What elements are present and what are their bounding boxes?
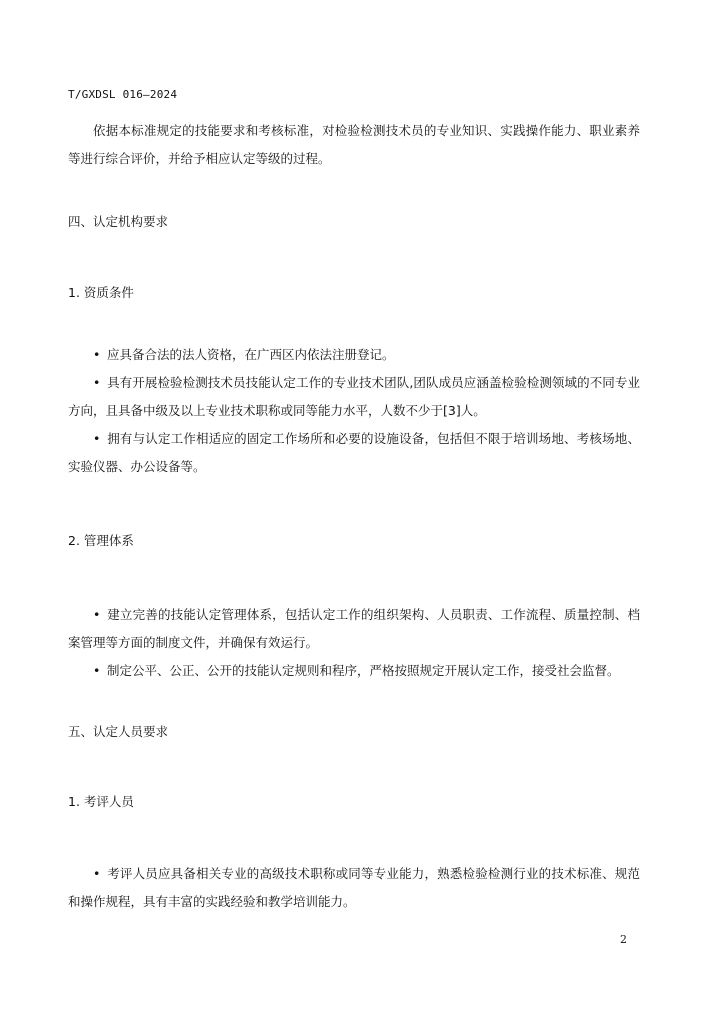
- list-item: [68, 341, 640, 369]
- section-5-1-heading: 1. 考评人员: [68, 794, 134, 809]
- list-item-text: 制定公平、公正、公开的技能认定规则和程序，严格按照规定开展认定工作，接受社会监督。: [107, 663, 620, 678]
- bullet-icon: •: [93, 866, 101, 881]
- list-item: [68, 369, 640, 425]
- bullet-icon: •: [93, 607, 101, 622]
- section-4-1-heading: 1. 资质条件: [68, 285, 134, 300]
- list-item: [68, 657, 640, 685]
- section-4-2-heading: 2. 管理体系: [68, 533, 134, 548]
- section-4-heading: 四、认定机构要求: [68, 214, 169, 229]
- bullet-icon: •: [93, 347, 101, 362]
- section-5-heading: 五、认定人员要求: [68, 724, 169, 739]
- bullet-icon: •: [93, 431, 101, 446]
- bullet-icon: •: [93, 375, 101, 390]
- list-item: [68, 601, 640, 657]
- list-item-text: 考评人员应具备相关专业的高级技术职称或同等专业能力，熟悉检验检测行业的技术标准、规范和操作规程，具有丰富的实践经验和教学培训能力。: [68, 866, 640, 909]
- list-item-text: 应具备合法的法人资格，在广西区内依法注册登记。: [107, 347, 395, 362]
- list-item-text: 拥有与认定工作相适应的固定工作场所和必要的设施设备，包括但不限于培训场地、考核场地、实验仪器、办公设备等。: [68, 431, 640, 474]
- bullet-icon: •: [93, 663, 101, 678]
- list-item-text: 建立完善的技能认定管理体系，包括认定工作的组织架构、人员职责、工作流程、质量控制、档案管理等方面的制度文件，并确保有效运行。: [68, 607, 640, 650]
- list-item-text: 具有开展检验检测技术员技能认定工作的专业技术团队,团队成员应涵盖检验检测领域的不同专业方向，且具备中级及以上专业技术职称或同等能力水平，人数不少于[3]人。: [68, 375, 640, 418]
- intro-paragraph: 依据本标准规定的技能要求和考核标准，对检验检测技术员的专业知识、实践操作能力、职业素养等进行综合评价，并给予相应认定等级的过程。: [68, 123, 640, 166]
- document-code: T/GXDSL 016—2024: [68, 88, 178, 101]
- list-item: [68, 425, 640, 481]
- page-number: 2: [620, 933, 627, 946]
- list-item: [68, 860, 640, 916]
